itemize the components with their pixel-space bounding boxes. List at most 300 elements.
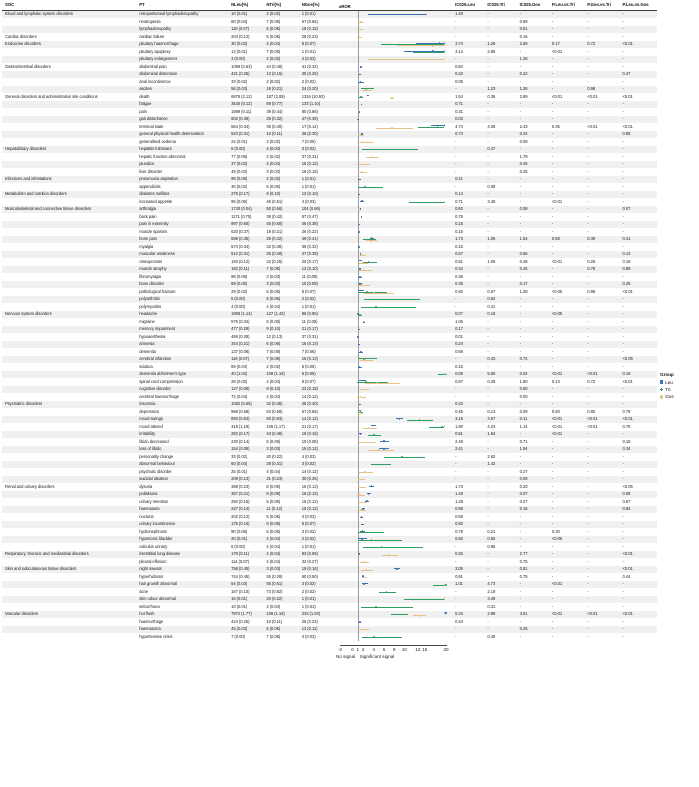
cell-p-gos-tri: 0.72 <box>586 378 621 386</box>
cell-pt: muscle spasms <box>138 228 230 236</box>
cell-p-leu-gos: 0.44 <box>622 573 657 581</box>
table-row[interactable] <box>2 281 657 289</box>
cell-ic025-tri: 0.48 <box>486 633 518 641</box>
point-estimate-tri[interactable] <box>360 96 362 98</box>
column-header-nleu[interactable]: NLeu(%) <box>230 2 265 10</box>
cell-ic025-leu: 0.26 <box>454 551 486 559</box>
point-estimate-leu[interactable] <box>361 200 363 202</box>
column-header-ic025-tri[interactable]: IC025.Tri <box>486 2 518 10</box>
point-estimate-leu[interactable] <box>367 95 369 97</box>
forest-plot-cell <box>336 453 450 461</box>
cell-p-leu-tri: - <box>551 513 586 521</box>
table-row[interactable] <box>2 521 657 529</box>
cell-aror-plot <box>336 618 454 626</box>
cell-ic025-tri: - <box>486 206 518 214</box>
forest-plot-cell <box>336 311 450 319</box>
table-row[interactable] <box>2 371 657 379</box>
point-estimate-leu[interactable] <box>399 418 401 420</box>
cell-soc: Nervous system disorders <box>2 311 138 319</box>
cell-aror-plot <box>336 558 454 566</box>
cell-soc <box>2 213 138 221</box>
cell-nleu: 56 (0.03) <box>230 86 265 94</box>
table-row[interactable] <box>2 438 657 446</box>
cell-ngos: 4 (0.03) <box>301 453 336 461</box>
cell-p-leu-gos: - <box>622 543 657 551</box>
table-row[interactable] <box>2 363 657 371</box>
cell-ngos: 47 (0.39) <box>301 116 336 124</box>
cell-soc: Metabolism and nutrition disorders <box>2 191 138 199</box>
point-estimate-tri[interactable] <box>445 374 447 376</box>
cell-soc <box>2 153 138 161</box>
cell-p-gos-tri: - <box>586 326 621 334</box>
table-row[interactable] <box>2 341 657 349</box>
legend-item-tri[interactable] <box>660 387 674 392</box>
point-estimate-tri[interactable] <box>441 52 443 54</box>
cell-p-leu-gos: 0.79 <box>622 408 657 416</box>
point-estimate-tri[interactable] <box>424 202 426 204</box>
cell-p-leu-gos: - <box>622 513 657 521</box>
point-estimate-gos[interactable] <box>361 284 363 286</box>
cell-p-leu-tri: - <box>551 273 586 281</box>
table-row[interactable] <box>2 356 657 364</box>
table-row[interactable] <box>2 273 657 281</box>
cell-ntri: 4 (0.04) <box>265 558 300 566</box>
table-row[interactable] <box>2 78 657 86</box>
cell-ic025-leu: - <box>454 543 486 551</box>
point-estimate-gos[interactable] <box>363 561 365 563</box>
point-estimate-leu[interactable] <box>396 568 398 570</box>
table-row[interactable] <box>2 596 657 604</box>
table-row[interactable] <box>2 266 657 274</box>
point-estimate-leu[interactable] <box>359 111 361 113</box>
table-row[interactable] <box>2 33 657 41</box>
point-estimate-gos[interactable] <box>359 29 361 31</box>
column-header-ic025-leu[interactable]: IC025.Leu <box>454 2 486 10</box>
point-estimate-gos[interactable] <box>432 45 434 47</box>
table-row[interactable] <box>2 303 657 311</box>
table-row[interactable] <box>2 633 657 641</box>
cell-ic025-leu: 3.15 <box>454 416 486 424</box>
point-estimate-leu[interactable] <box>359 74 361 76</box>
point-estimate-leu[interactable] <box>357 336 359 338</box>
table-row[interactable] <box>2 146 657 154</box>
cell-p-gos-tri: - <box>586 108 621 116</box>
point-estimate-gos[interactable] <box>362 164 364 166</box>
column-header-aror[interactable]: aROR <box>336 2 454 10</box>
cell-ngos: 1 (0.01) <box>301 176 336 184</box>
point-estimate-leu[interactable] <box>359 276 361 278</box>
point-estimate-tri[interactable] <box>428 599 430 601</box>
table-row[interactable] <box>2 333 657 341</box>
table-row[interactable] <box>2 326 657 334</box>
table-row[interactable] <box>2 558 657 566</box>
table-row[interactable] <box>2 48 657 56</box>
cell-soc: Renal and urinary disorders <box>2 483 138 491</box>
table-row[interactable] <box>2 56 657 64</box>
table-row[interactable] <box>2 566 657 574</box>
cell-soc: Skin and subcutaneous tissue disorders <box>2 566 138 574</box>
table-row[interactable] <box>2 108 657 116</box>
point-estimate-leu[interactable] <box>358 231 360 233</box>
table-row[interactable] <box>2 296 657 304</box>
point-estimate-tri[interactable] <box>445 584 447 586</box>
cell-ngos: 37 (0.31) <box>301 333 336 341</box>
point-estimate-tri[interactable] <box>399 614 401 616</box>
cell-pt: urinary retention <box>138 498 230 506</box>
point-estimate-leu[interactable] <box>373 425 375 427</box>
table-row[interactable] <box>2 176 657 184</box>
point-estimate-tri[interactable] <box>441 426 443 428</box>
column-header-pt[interactable]: PT <box>138 2 230 10</box>
cell-ic025-leu: - <box>454 86 486 94</box>
point-estimate-gos[interactable] <box>373 292 375 294</box>
cell-nleu: 3 (0.00) <box>230 56 265 64</box>
table-row[interactable] <box>2 626 657 634</box>
table-row[interactable] <box>2 311 657 319</box>
table-row[interactable] <box>2 408 657 416</box>
table-row[interactable] <box>2 618 657 626</box>
table-row[interactable] <box>2 288 657 296</box>
cell-soc: Hepatobiliary disorders <box>2 146 138 154</box>
cell-p-leu-tri: - <box>551 266 586 274</box>
cell-ic025-leu: - <box>454 146 486 154</box>
cell-p-gos-tri: - <box>586 603 621 611</box>
forest-plot-cell <box>336 303 450 311</box>
table-row[interactable] <box>2 573 657 581</box>
point-estimate-leu[interactable] <box>361 216 363 218</box>
table-row[interactable] <box>2 581 657 589</box>
cell-ic025-gos: - <box>519 183 551 191</box>
table-row[interactable] <box>2 221 657 229</box>
point-estimate-tri[interactable] <box>381 299 383 301</box>
cell-ngos: 19 (0.16) <box>301 566 336 574</box>
cell-p-leu-tri: - <box>551 168 586 176</box>
cell-soc <box>2 416 138 424</box>
point-estimate-gos[interactable] <box>360 509 362 511</box>
table-row[interactable] <box>2 513 657 521</box>
forest-plot-cell <box>336 63 450 71</box>
table-row[interactable] <box>2 93 657 101</box>
point-estimate-tri[interactable] <box>378 464 380 466</box>
point-estimate-gos[interactable] <box>377 449 379 451</box>
point-estimate-leu[interactable] <box>360 66 362 68</box>
point-estimate-leu[interactable] <box>359 553 361 555</box>
point-estimate-gos[interactable] <box>360 21 362 23</box>
table-row[interactable] <box>2 318 657 326</box>
cell-p-gos-tri: - <box>586 296 621 304</box>
table-row[interactable] <box>2 393 657 401</box>
column-header-p-leu-gos[interactable]: P.Leu.vs.Gos <box>622 2 657 10</box>
point-estimate-tri[interactable] <box>401 456 403 458</box>
cell-nleu: 357 (0.21) <box>230 491 265 499</box>
cell-ngos: 4 (0.03) <box>301 198 336 206</box>
point-estimate-tri[interactable] <box>378 149 380 151</box>
table-row[interactable] <box>2 41 657 49</box>
table-row[interactable] <box>2 228 657 236</box>
table-row[interactable] <box>2 86 657 94</box>
point-estimate-gos[interactable] <box>359 494 361 496</box>
cell-soc <box>2 18 138 26</box>
cell-nleu: 95 (0.06) <box>230 198 265 206</box>
cell-aror-plot <box>336 251 454 259</box>
cell-ic025-gos: - <box>519 296 551 304</box>
table-row[interactable] <box>2 26 657 34</box>
cell-p-leu-tri: - <box>551 138 586 146</box>
cell-soc: Psychiatric disorders <box>2 401 138 409</box>
column-header-ic025-gos[interactable]: IC025.Gos <box>519 2 551 10</box>
forest-plot-cell <box>336 288 450 296</box>
point-estimate-leu[interactable] <box>357 119 359 121</box>
cell-p-gos-tri: - <box>586 183 621 191</box>
cell-pt: migraine <box>138 318 230 326</box>
cell-nleu: 5 (0.00) <box>230 296 265 304</box>
cell-ic025-leu: 0.14 <box>454 191 486 199</box>
table-row[interactable] <box>2 446 657 454</box>
table-row[interactable] <box>2 198 657 206</box>
cell-ic025-gos: 1.28 <box>519 288 551 296</box>
table-row[interactable] <box>2 251 657 259</box>
table-row[interactable] <box>2 236 657 244</box>
table-row[interactable] <box>2 588 657 596</box>
cell-ic025-leu: 1.06 <box>454 318 486 326</box>
forest-plot-cell <box>336 513 450 521</box>
cell-ic025-tri: - <box>486 168 518 176</box>
cell-nleu: 1898 (0.11) <box>230 108 265 116</box>
table-row[interactable] <box>2 453 657 461</box>
point-estimate-leu[interactable] <box>359 621 361 623</box>
point-estimate-tri[interactable] <box>373 636 375 638</box>
table-row[interactable] <box>2 611 657 619</box>
point-estimate-leu[interactable] <box>359 366 361 368</box>
cell-nleu: 98 (0.06) <box>230 176 265 184</box>
cell-ic025-tri: - <box>486 10 518 18</box>
cell-p-leu-tri: 0.68 <box>551 236 586 244</box>
point-estimate-tri[interactable] <box>359 314 361 316</box>
table-row[interactable] <box>2 10 657 18</box>
cell-ntri: 5 (0.06) <box>265 318 300 326</box>
cell-p-gos-tri: - <box>586 131 621 139</box>
table-row[interactable] <box>2 603 657 611</box>
table-row[interactable] <box>2 183 657 191</box>
cell-nleu: 118 (0.07) <box>230 26 265 34</box>
cell-p-gos-tri: - <box>586 618 621 626</box>
cell-p-gos-tri: <0.01 <box>586 371 621 379</box>
table-row[interactable] <box>2 468 657 476</box>
point-estimate-gos[interactable] <box>360 487 362 489</box>
point-estimate-gos[interactable] <box>391 127 393 129</box>
point-estimate-tri[interactable] <box>381 546 383 548</box>
reference-line <box>358 573 359 581</box>
point-estimate-tri[interactable] <box>375 306 377 308</box>
point-estimate-leu[interactable] <box>358 246 360 248</box>
confidence-interval-gos <box>358 487 366 488</box>
cell-p-leu-tri: <0.01 <box>551 581 586 589</box>
point-estimate-leu[interactable] <box>360 351 362 353</box>
table-row[interactable] <box>2 431 657 439</box>
table-row[interactable] <box>2 243 657 251</box>
cell-p-leu-gos: - <box>622 48 657 56</box>
table-row[interactable] <box>2 138 657 146</box>
point-estimate-gos[interactable] <box>364 359 366 361</box>
cell-pt: libido decreased <box>138 438 230 446</box>
point-estimate-leu[interactable] <box>389 14 391 16</box>
table-row[interactable] <box>2 206 657 214</box>
cell-ic025-gos: - <box>519 10 551 18</box>
cell-ic025-gos: 0.20 <box>519 483 551 491</box>
table-row[interactable] <box>2 258 657 266</box>
cell-ntri: 4 (0.04) <box>265 146 300 154</box>
table-row[interactable] <box>2 168 657 176</box>
table-row[interactable] <box>2 386 657 394</box>
point-estimate-gos[interactable] <box>363 577 365 579</box>
point-estimate-leu[interactable] <box>368 493 370 495</box>
table-row[interactable] <box>2 63 657 71</box>
point-estimate-gos[interactable] <box>368 427 370 429</box>
point-estimate-leu[interactable] <box>358 224 360 226</box>
cell-p-gos-tri: - <box>586 386 621 394</box>
table-row[interactable] <box>2 101 657 109</box>
table-row[interactable] <box>2 401 657 409</box>
cell-nleu: 573 (0.34) <box>230 243 265 251</box>
column-header-ngos[interactable]: NGos(%) <box>301 2 336 10</box>
cell-ntri: 108 (1.18) <box>265 371 300 379</box>
cell-pt: suicidal ideation <box>138 476 230 484</box>
column-header-p-leu-tri[interactable]: P.Leu.vs.Tri <box>551 2 586 10</box>
point-estimate-gos[interactable] <box>359 412 361 414</box>
point-estimate-gos[interactable] <box>360 479 362 481</box>
point-estimate-tri[interactable] <box>373 434 375 436</box>
cell-pt: memory impairment <box>138 326 230 334</box>
cell-pt: liver disorder <box>138 168 230 176</box>
cell-ntri: 12 (0.13) <box>265 333 300 341</box>
point-estimate-tri[interactable] <box>365 532 367 534</box>
point-estimate-gos[interactable] <box>388 554 390 556</box>
cell-aror-plot <box>336 506 454 514</box>
table-row[interactable] <box>2 423 657 431</box>
cell-ic025-leu: 0.76 <box>454 213 486 221</box>
cell-ic025-tri: 1.23 <box>486 86 518 94</box>
table-row[interactable] <box>2 543 657 551</box>
cell-ngos: 47 (0.39) <box>301 251 336 259</box>
cell-pt: insomnia <box>138 401 230 409</box>
cell-ngos: 26 (0.22) <box>301 618 336 626</box>
cell-p-leu-gos: - <box>622 596 657 604</box>
table-row[interactable] <box>2 483 657 491</box>
point-estimate-gos[interactable] <box>376 382 378 384</box>
cell-ic025-tri: - <box>486 213 518 221</box>
cell-aror-plot <box>336 296 454 304</box>
cell-p-leu-gos: - <box>622 213 657 221</box>
forest-plot-cell <box>336 558 450 566</box>
cell-ntri: 55 (0.61) <box>265 581 300 589</box>
table-row[interactable] <box>2 191 657 199</box>
point-estimate-gos[interactable] <box>364 442 366 444</box>
point-estimate-gos[interactable] <box>358 36 360 38</box>
cell-soc <box>2 446 138 454</box>
point-estimate-gos[interactable] <box>370 240 372 242</box>
cell-aror-plot <box>336 281 454 289</box>
table-row[interactable] <box>2 18 657 26</box>
table-row[interactable] <box>2 161 657 169</box>
cell-aror-plot <box>336 528 454 536</box>
table-row[interactable] <box>2 71 657 79</box>
cell-p-leu-gos: 0.47 <box>622 71 657 79</box>
cell-soc: Gastrointestinal disorders <box>2 63 138 71</box>
table-row[interactable] <box>2 378 657 386</box>
cell-ngos: 36 (0.30) <box>301 131 336 139</box>
cell-ic025-leu: 0.51 <box>454 258 486 266</box>
table-row[interactable] <box>2 461 657 469</box>
point-estimate-tri[interactable] <box>375 606 377 608</box>
point-estimate-tri[interactable] <box>364 186 366 188</box>
cell-aror-plot <box>336 176 454 184</box>
legend-item-gos[interactable] <box>660 394 674 399</box>
table-row[interactable] <box>2 506 657 514</box>
table-row[interactable] <box>2 551 657 559</box>
point-estimate-leu[interactable] <box>445 612 447 614</box>
point-estimate-leu[interactable] <box>363 583 365 585</box>
table-row[interactable] <box>2 476 657 484</box>
table-row[interactable] <box>2 528 657 536</box>
confidence-interval-tri <box>438 374 445 375</box>
cell-p-leu-tri: - <box>551 356 586 364</box>
cell-ngos: 67 (0.56) <box>301 408 336 416</box>
confidence-interval-gos <box>357 397 366 398</box>
table-row[interactable] <box>2 116 657 124</box>
legend-item-leu[interactable] <box>660 380 674 385</box>
table-row[interactable] <box>2 123 657 131</box>
point-estimate-leu[interactable] <box>361 104 363 106</box>
point-estimate-gos[interactable] <box>364 471 366 473</box>
cell-ic025-leu: 0.35 <box>454 281 486 289</box>
table-row[interactable] <box>2 153 657 161</box>
point-estimate-leu[interactable] <box>359 179 361 181</box>
table-row[interactable] <box>2 536 657 544</box>
point-estimate-gos[interactable] <box>365 89 367 91</box>
cell-nleu: 116 (0.07) <box>230 356 265 364</box>
cell-p-leu-tri: - <box>551 213 586 221</box>
table-row[interactable] <box>2 348 657 356</box>
point-estimate-gos[interactable] <box>358 209 360 211</box>
cell-ic025-tri: 0.28 <box>486 378 518 386</box>
point-estimate-leu[interactable] <box>359 404 361 406</box>
axis-note-significant-signal: Significant signal <box>359 653 395 659</box>
cell-ngos: 28 (0.23) <box>301 33 336 41</box>
cell-ngos: 20 (0.17) <box>301 258 336 266</box>
table-row[interactable] <box>2 131 657 139</box>
reference-line <box>358 558 359 566</box>
point-estimate-leu[interactable] <box>359 344 361 346</box>
cell-ntri: 53 (0.59) <box>265 408 300 416</box>
point-estimate-gos[interactable] <box>365 569 367 571</box>
column-header-ntri[interactable]: NTri(%) <box>265 2 300 10</box>
point-estimate-gos[interactable] <box>361 629 363 631</box>
column-header-soc[interactable]: SOC <box>2 2 138 10</box>
table-row[interactable] <box>2 213 657 221</box>
point-estimate-gos[interactable] <box>391 97 393 99</box>
point-estimate-leu[interactable] <box>383 440 385 442</box>
column-header-p-gos-tri[interactable]: P.Gos.vs.Tri <box>586 2 621 10</box>
table-row[interactable] <box>2 498 657 506</box>
point-estimate-leu[interactable] <box>358 329 360 331</box>
point-estimate-gos[interactable] <box>399 59 401 61</box>
point-estimate-leu[interactable] <box>358 194 360 196</box>
table-row[interactable] <box>2 416 657 424</box>
cell-ntri: 83 (0.93) <box>265 416 300 424</box>
table-row[interactable] <box>2 491 657 499</box>
cell-p-gos-tri: - <box>586 251 621 259</box>
ci-arrow-gos <box>444 44 445 46</box>
